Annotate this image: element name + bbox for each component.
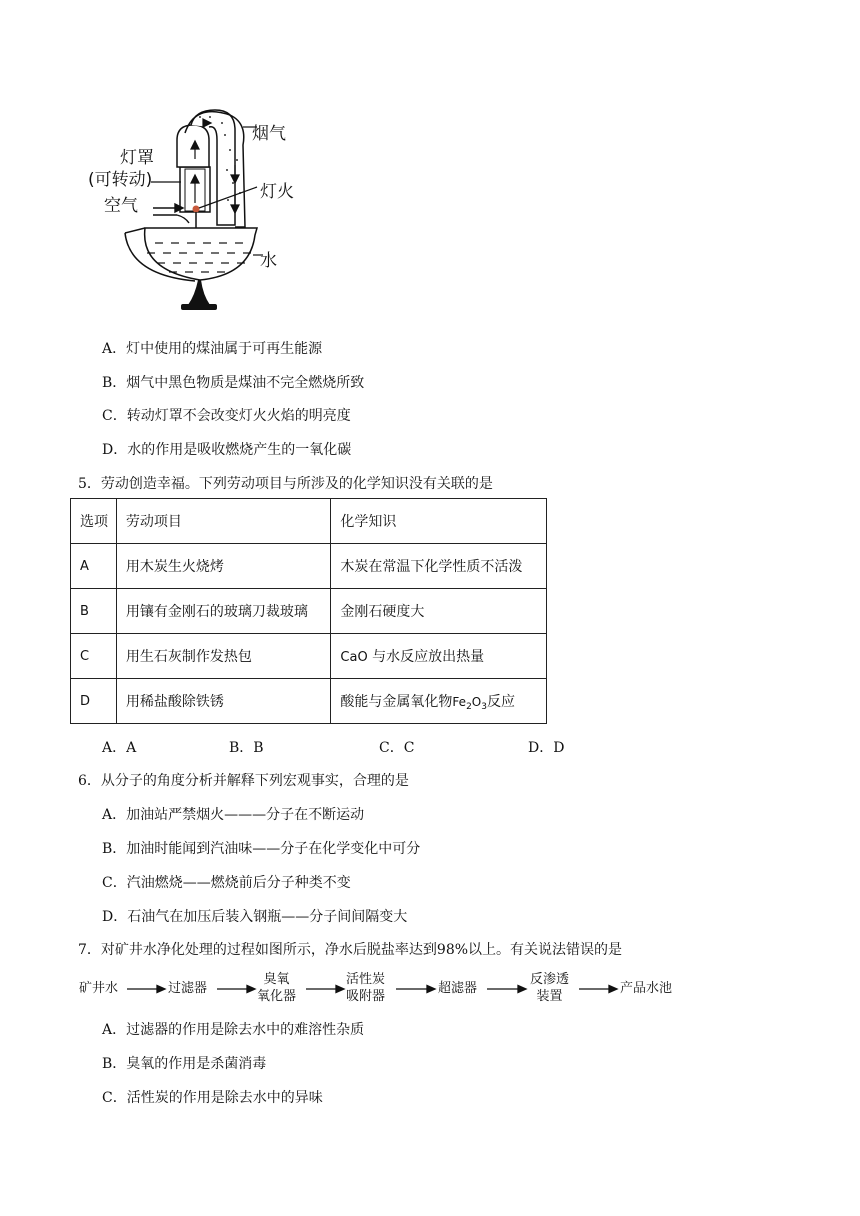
labor-table	[70, 498, 547, 724]
label-air: 空气	[104, 196, 138, 216]
q4-option-b: B．烟气中黑色物质是煤油不完全燃烧所致	[102, 375, 365, 391]
flow-ozone-oxidizer: 臭氧 氧化器	[257, 972, 297, 1004]
flow-arrowhead	[247, 986, 255, 993]
table-row: D 用稀盐酸除铁锈 酸能与金属氧化物$Fe_2O_3$反应	[71, 679, 547, 724]
flow-carbon-adsorber: 活性炭 吸附器	[346, 972, 386, 1004]
header-project: 劳动项目	[116, 499, 331, 544]
q7-option-c: C．活性炭的作用是除去水中的异味	[102, 1090, 323, 1106]
label-lampshade: 灯罩	[120, 148, 154, 168]
flow-arrowhead	[609, 986, 617, 993]
q4-option-c: C．转动灯罩不会改变灯火火焰的明亮度	[102, 408, 351, 424]
flow-arrowhead	[427, 986, 435, 993]
flow-product-pool: 产品水池	[620, 981, 673, 996]
label-water: 水	[260, 251, 277, 271]
header-option: 选项	[71, 499, 117, 544]
label-flame: 灯火	[260, 182, 294, 202]
q6-stem: 6．从分子的角度分析并解释下列宏观事实，合理的是	[78, 773, 409, 789]
flow-arrowhead	[157, 986, 165, 993]
q4-option-a: A．灯中使用的煤油属于可再生能源	[102, 341, 323, 357]
q6-option-d: D．石油气在加压后装入钢瓶——分子间间隔变大	[102, 909, 408, 925]
table-row: B 用镶有金刚石的玻璃刀裁玻璃 金刚石硬度大	[71, 589, 547, 634]
q5-answer-c: C．C	[379, 740, 415, 756]
flow-arrowhead	[518, 986, 526, 993]
table-header-row	[71, 499, 547, 544]
water-bowl	[145, 228, 257, 280]
flame-icon	[193, 206, 200, 213]
flow-arrowhead	[336, 986, 344, 993]
flow-ultrafilter: 超滤器	[438, 981, 478, 996]
table-row: C 用生石灰制作发热包 CaO 与水反应放出热量	[71, 634, 547, 679]
label-smoke: 烟气	[252, 124, 286, 144]
q5-answer-b: B．B	[229, 740, 264, 756]
q6-option-a: A．加油站严禁烟火———分子在不断运动	[102, 807, 365, 823]
q7-option-b: B．臭氧的作用是杀菌消毒	[102, 1056, 267, 1072]
q6-option-b: B．加油时能闻到汽油味——分子在化学变化中可分	[102, 841, 421, 857]
table-row: A 用木炭生火烧烤 木炭在常温下化学性质不活泼	[71, 544, 547, 589]
label-lampshade-note: (可转动)	[88, 170, 153, 190]
flow-mine-water: 矿井水	[79, 981, 119, 996]
q5-stem: 5．劳动创造幸福。下列劳动项目与所涉及的化学知识没有关联的是	[78, 476, 493, 492]
q5-answer-a: A．A	[102, 740, 137, 756]
lamp-stand	[188, 280, 210, 305]
header-knowledge: 化学知识	[331, 499, 547, 544]
q7-stem: 7．对矿井水净化处理的过程如图所示，净水后脱盐率达到98%以上。有关说法错误的是	[78, 942, 623, 958]
flow-filter: 过滤器	[168, 981, 208, 996]
flow-reverse-osmosis: 反渗透 装置	[530, 972, 570, 1004]
q6-option-c: C．汽油燃烧——燃烧前后分子种类不变	[102, 875, 351, 891]
flow-arrows	[0, 980, 860, 1000]
q4-option-d: D．水的作用是吸收燃烧产生的一氧化碳	[102, 442, 352, 458]
q5-answer-d: D．D	[528, 740, 565, 756]
q7-option-a: A．过滤器的作用是除去水中的难溶性杂质	[102, 1022, 365, 1038]
